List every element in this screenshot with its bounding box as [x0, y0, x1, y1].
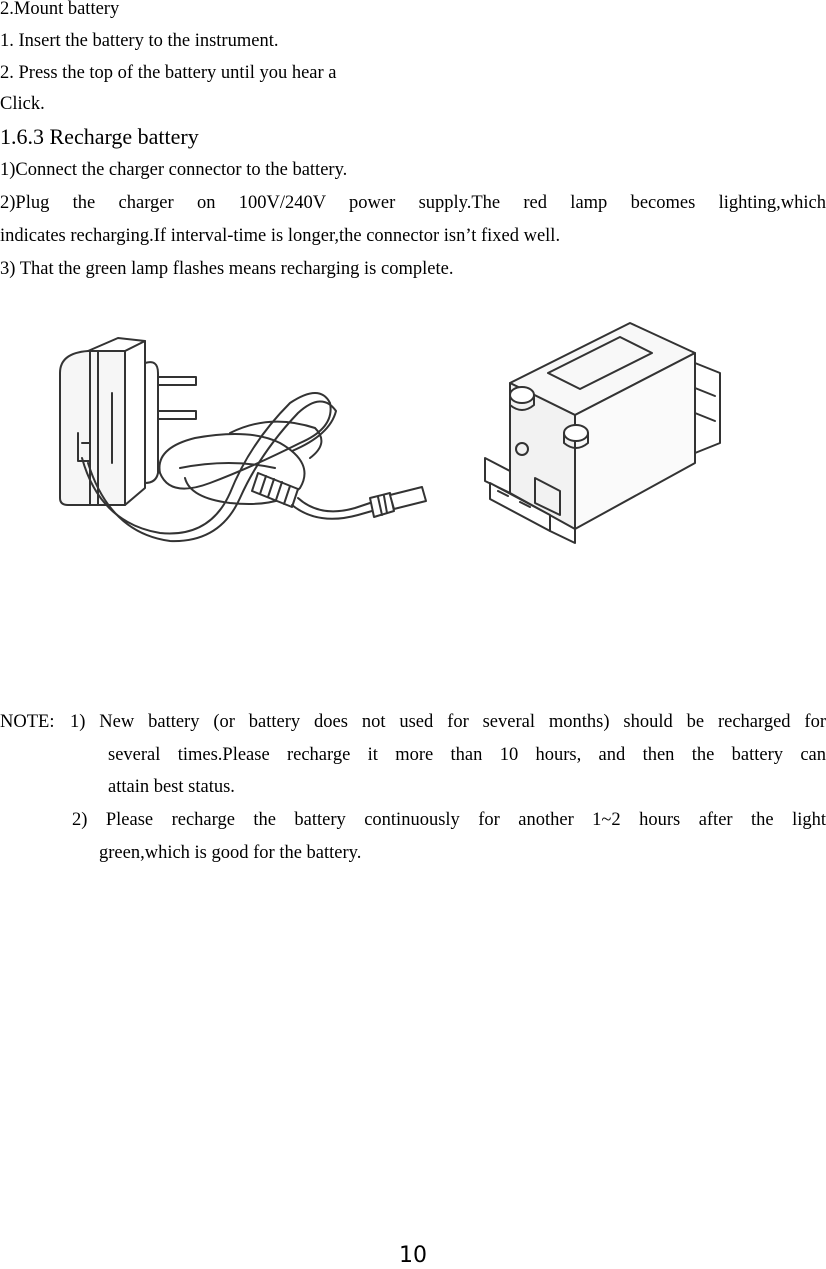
battery-pack-icon [485, 323, 720, 543]
note-label: NOTE: [0, 712, 55, 732]
mount-step-2-continued: Click. [0, 94, 45, 114]
recharge-step-2-line-2: indicates recharging.If interval-time is longer,the connector isn’t fixed well. [0, 226, 561, 246]
recharge-step-3: 3) That the green lamp flashes means recharging is complete. [0, 259, 454, 279]
mount-step-1: 1. Insert the battery to the instrument. [0, 31, 279, 51]
recharge-step-2-line-1: 2)Plug the charger on 100V/240V power supply.The red lamp becomes lighting,which [0, 193, 826, 213]
note-item-2-line-1: 2) Please recharge the battery continuously for another 1~2 hours after the light [72, 810, 826, 830]
note-item-1-line-3: attain best status. [108, 777, 235, 797]
page-number: 10 [399, 1243, 427, 1268]
charger-adapter-icon [60, 338, 426, 541]
mount-heading: 2.Mount battery [0, 0, 120, 19]
recharge-heading: 1.6.3 Recharge battery [0, 124, 199, 149]
mount-step-2: 2. Press the top of the battery until you hear a [0, 63, 337, 83]
note-item-1-line-1: 1) New battery (or battery does not used for several months) should be recharged for [70, 712, 826, 732]
note-item-1-line-2: several times.Please recharge it more than 10 hours, and then the battery can [108, 745, 826, 765]
note-item-2-line-2: green,which is good for the battery. [99, 843, 362, 863]
charger-and-battery-figure [30, 293, 762, 593]
recharge-step-1: 1)Connect the charger connector to the battery. [0, 160, 348, 180]
